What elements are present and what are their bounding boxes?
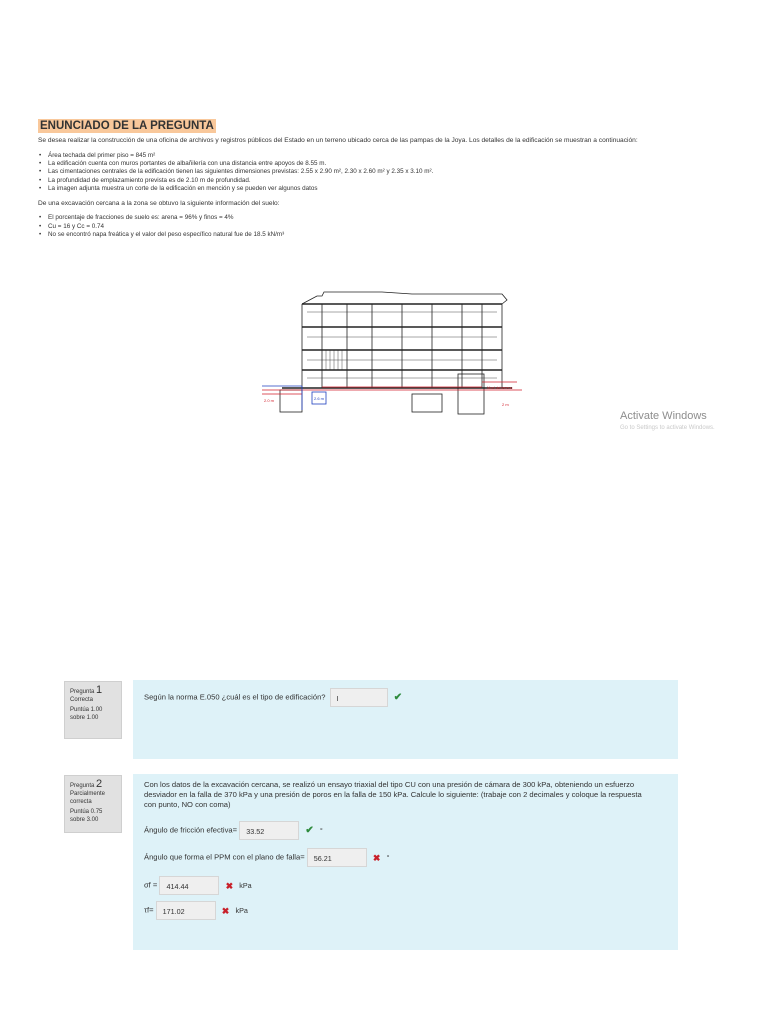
nivel-label: Nivel del terreno [487,386,513,390]
tau-f-input[interactable]: 171.02 [156,901,216,920]
statement-title: ENUNCIADO DE LA PREGUNTA [40,120,214,132]
unit-label: kPa [235,905,248,915]
field-label: Ángulo que forma el PPM con el plano de falla= [144,852,305,862]
unit-label: ° [386,852,390,862]
windows-activation-hint: Go to Settings to activate Windows. [620,425,715,431]
list-item: • Área techada del primer piso = 845 m² [48,152,728,160]
list-item: • Cu = 16 y Cc = 0.74 [48,223,728,231]
building-section-drawing [262,282,532,424]
question-2-content [133,774,678,950]
question-score: Puntúa 1.00 sobre 1.00 [70,707,103,721]
statement-intro: Se desea realizar la construcción de una oficina de archivos y registros públicos del Estado en un terreno ubicado cerca de las pampas de la Joya. Los detalles de la edificación se muestran a continuación: [38,137,638,144]
check-icon: ✔ [393,691,403,703]
soil-intro: De una excavación cercana a la zona se obtuvo la siguiente información del suelo: [38,199,280,207]
windows-activation-watermark: Activate Windows [620,410,707,422]
question-2-info [64,775,122,833]
field-label: σf = [144,880,158,890]
question-state: Correcta [70,697,94,703]
list-item: • La profundidad de emplazamiento prevista es de 2.10 m de profundidad. [48,177,728,185]
friction-angle-input[interactable]: 33.52 [239,821,299,840]
question-word: Pregunta [70,783,95,789]
question-state: Parcialmente correcta [70,791,106,805]
question-1-content [133,680,678,759]
question-score: Puntúa 0.75 sobre 3.00 [70,809,103,823]
list-item: • Las cimentaciones centrales de la edificación tienen las siguientes dimensiones previstas: 2.55 x 2.90 m², 2.30 x 2.60 m² y 2.35 x 3.10 m². [48,168,728,176]
question-text: Con los datos de la excavación cercana, se realizó un ensayo triaxial del tipo CU con una presión de cámara de 300 kPa, obteniendo un esfuerzo desviador en la falla de 370 kPa y una presión de poros en la falla de 150 kPa. Calcule lo siguiente: (trabaje con 2 decimales y coloque la respuesta con punto, NO con coma) [144,780,642,809]
sigma-f-input[interactable]: 414.44 [159,876,219,895]
depth-label: 2.6 m [314,396,325,401]
list-item: • No se encontró napa freática y el valor del peso específico natural fue de 18.5 kN/m³ [48,231,728,239]
list-item: • La edificación cuenta con muros portantes de albañilería con una distancia entre apoyos de 8.55 m. [48,160,728,168]
check-icon: ✔ [305,824,314,836]
question-text: Según la norma E.050 ¿cuál es el tipo de edificación? [144,692,326,702]
depth-label: 2 m [502,402,509,407]
cross-icon: ✖ [225,880,234,891]
building-details-list [38,152,728,194]
cross-icon: ✖ [372,852,381,863]
field-label: Ángulo de fricción efectiva= [144,825,238,835]
soil-info-list [38,214,728,239]
cross-icon: ✖ [221,905,230,916]
list-item: • La imagen adjunta muestra un corte de la edificación en mención y se pueden ver algunos datos [48,185,728,193]
unit-label: ° [319,825,323,835]
failure-plane-angle-input[interactable]: 56.21 [307,848,367,867]
question-statement [38,116,728,245]
question-1-info [64,681,122,739]
answer-input[interactable]: I [330,688,388,707]
field-label: τf= [144,905,154,915]
unit-label: kPa [239,880,252,890]
question-number: 1 [96,684,103,696]
depth-label: 2.0 m [264,398,275,403]
list-item: • El porcentaje de fracciones de suelo es: arena = 96% y finos = 4% [48,214,728,222]
question-number: 2 [96,778,103,790]
question-word: Pregunta [70,689,95,695]
